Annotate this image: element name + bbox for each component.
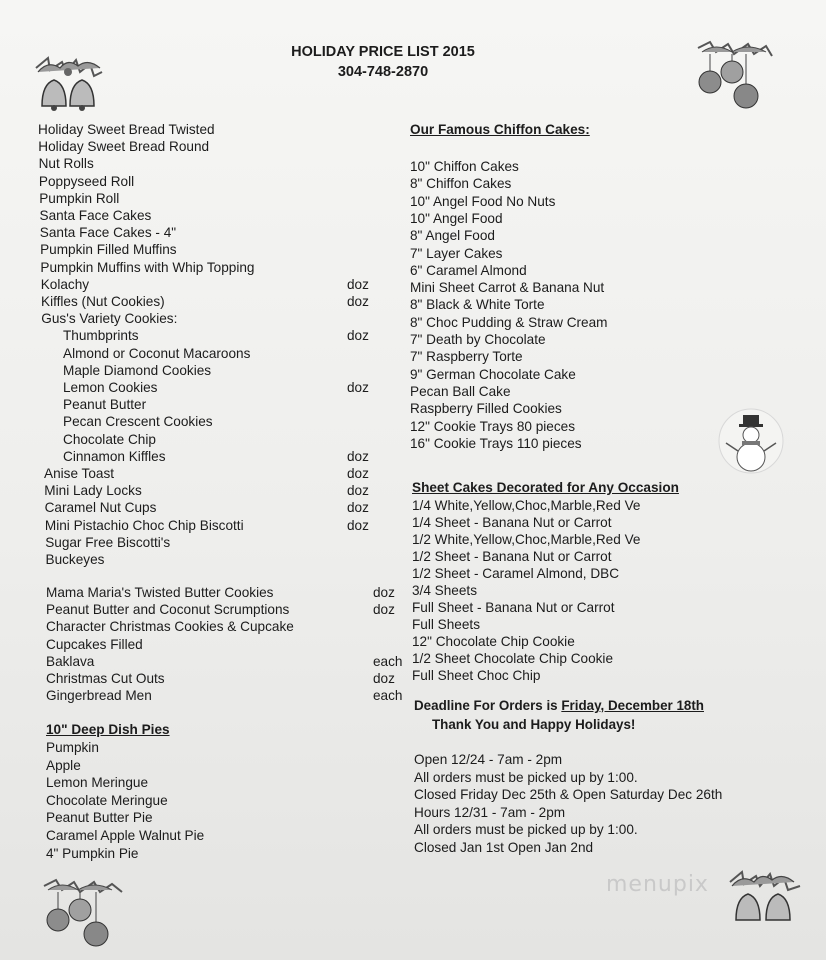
item-name: Holiday Sweet Bread Round <box>38 139 210 155</box>
snowman-icon <box>718 405 784 477</box>
item-name: 12" Cookie Trays 80 pieces <box>410 418 576 434</box>
hours-line: Closed Jan 1st Open Jan 2nd <box>414 839 594 855</box>
deadline-date: Friday, December 18th <box>561 698 704 713</box>
item-name: 10" Chiffon Cakes <box>410 159 519 174</box>
item-unit: doz <box>347 500 369 516</box>
bells-icon <box>28 50 108 112</box>
item-name: Baklava <box>46 653 95 669</box>
sheet-heading: Sheet Cakes Decorated for Any Occasion <box>412 480 679 495</box>
item-name: 1/2 Sheet Chocolate Chip Cookie <box>412 651 614 666</box>
item-name: Mama Maria's Twisted Butter Cookies <box>46 585 274 600</box>
hours-line: All orders must be picked up by 1:00. <box>414 769 638 785</box>
bells-icon <box>722 864 806 926</box>
item-name: 1/4 White,Yellow,Choc,Marble,Red Ve <box>412 498 641 513</box>
item-name: Mini Pistachio Choc Chip Biscotti <box>44 517 244 533</box>
item-name: Character Christmas Cookies & Cupcake <box>46 619 294 635</box>
item-name: Caramel Apple Walnut Pie <box>46 828 205 843</box>
item-unit: doz <box>373 585 395 600</box>
item-name: Holiday Sweet Bread Twisted <box>38 122 215 137</box>
item-name: 1/2 Sheet - Banana Nut or Carrot <box>412 549 612 564</box>
watermark: menupix <box>606 872 709 897</box>
item-name: Pumpkin Muffins with Whip Topping <box>40 259 255 275</box>
item-name: Gingerbread Men <box>46 688 152 704</box>
item-name: Cupcakes Filled <box>46 636 143 652</box>
item-name: 1/4 Sheet - Banana Nut or Carrot <box>412 515 612 530</box>
item-name: 1/2 Sheet - Caramel Almond, DBC <box>412 566 620 581</box>
item-name: Caramel Nut Cups <box>44 500 157 516</box>
item-name: 1/2 White,Yellow,Choc,Marble,Red Ve <box>412 532 641 547</box>
hours-line: Open 12/24 - 7am - 2pm <box>414 752 563 767</box>
ornament-icon <box>40 876 126 950</box>
item-name: 3/4 Sheets <box>412 583 477 598</box>
item-name: Chocolate Chip <box>63 431 156 447</box>
item-name: Pumpkin <box>46 740 99 755</box>
phone-number: 304-748-2870 <box>337 64 429 80</box>
item-name: Cinnamon Kiffles <box>63 448 166 464</box>
item-name: Full Sheet Choc Chip <box>412 668 541 683</box>
item-name: Kiffles (Nut Cookies) <box>41 294 165 309</box>
item-name: Peanut Butter <box>63 397 147 413</box>
deadline-line <box>414 698 704 713</box>
hours-line: All orders must be picked up by 1:00. <box>414 822 638 837</box>
item-name: Mini Lady Locks <box>44 483 142 499</box>
item-name: Nut Rolls <box>38 156 94 172</box>
item-name: Full Sheet - Banana Nut or Carrot <box>412 600 615 615</box>
item-name: 8" Angel Food <box>410 228 495 244</box>
item-name: Pecan Crescent Cookies <box>63 414 213 430</box>
item-unit: doz <box>373 671 395 686</box>
hours-line: Closed Friday Dec 25th & Open Saturday Dec 26th <box>414 787 723 802</box>
item-name: 7" Raspberry Torte <box>410 349 523 365</box>
item-name: Mini Sheet Carrot & Banana Nut <box>410 280 605 296</box>
item-name: Pumpkin Filled Muffins <box>40 242 177 258</box>
item-name: Kolachy <box>40 276 90 292</box>
item-name: Thumbprints <box>63 328 139 344</box>
thank-you-line: Thank You and Happy Holidays! <box>432 717 636 732</box>
item-name: 9" German Chocolate Cake <box>410 366 576 382</box>
item-name: 7" Layer Cakes <box>410 245 503 261</box>
item-unit: doz <box>347 276 369 292</box>
item-name: Chocolate Meringue <box>46 792 168 808</box>
item-name: Gus's Variety Cookies: <box>41 311 178 327</box>
item-name: Anise Toast <box>44 466 115 481</box>
item-name: Poppyseed Roll <box>38 173 135 189</box>
item-name: 7" Death by Chocolate <box>410 332 546 347</box>
item-name: Peanut Butter and Coconut Scrumptions <box>46 602 290 618</box>
item-unit: doz <box>347 466 369 481</box>
item-name: Full Sheets <box>412 617 481 632</box>
item-unit: doz <box>347 483 369 499</box>
item-name: Pecan Ball Cake <box>410 383 511 399</box>
item-name: Raspberry Filled Cookies <box>410 401 562 417</box>
deadline-prefix: Deadline For Orders is <box>414 698 562 713</box>
item-unit: each <box>373 688 403 704</box>
item-unit: each <box>373 653 403 669</box>
chiffon-heading: Our Famous Chiffon Cakes: <box>410 122 590 137</box>
item-name: 8" Black & White Torte <box>410 297 545 313</box>
item-name: Lemon Meringue <box>46 775 149 791</box>
item-unit: doz <box>347 448 369 464</box>
item-name: Lemon Cookies <box>63 380 158 395</box>
pies-heading: 10" Deep Dish Pies <box>46 722 170 737</box>
item-name: Christmas Cut Outs <box>46 671 165 686</box>
item-name: Almond or Coconut Macaroons <box>63 345 251 361</box>
item-name: Pumpkin Roll <box>39 190 120 206</box>
item-name: Santa Face Cakes - 4" <box>39 225 177 241</box>
item-name: Maple Diamond Cookies <box>63 362 212 378</box>
item-name: 16" Cookie Trays 110 pieces <box>410 435 582 451</box>
hours-line: Hours 12/31 - 7am - 2pm <box>414 804 566 820</box>
item-unit: doz <box>347 328 369 344</box>
item-name: 8" Choc Pudding & Straw Cream <box>410 314 608 330</box>
item-unit: doz <box>347 517 369 533</box>
item-name: 10" Angel Food <box>410 210 503 226</box>
item-name: Buckeyes <box>45 552 105 567</box>
item-unit: doz <box>347 380 369 395</box>
item-unit: doz <box>347 294 369 309</box>
item-name: 8" Chiffon Cakes <box>410 176 512 192</box>
item-name: 12" Chocolate Chip Cookie <box>412 634 575 649</box>
item-name: 6" Caramel Almond <box>410 262 527 278</box>
item-name: Santa Face Cakes <box>39 208 152 223</box>
item-name: 10" Angel Food No Nuts <box>410 193 556 209</box>
ornament-icon <box>694 38 776 110</box>
page-title: HOLIDAY PRICE LIST 2015 <box>291 44 475 60</box>
item-name: Peanut Butter Pie <box>46 810 153 826</box>
item-unit: doz <box>373 602 395 618</box>
item-name: 4" Pumpkin Pie <box>46 845 139 861</box>
item-name: Sugar Free Biscotti's <box>45 534 171 550</box>
item-name: Apple <box>46 757 81 773</box>
